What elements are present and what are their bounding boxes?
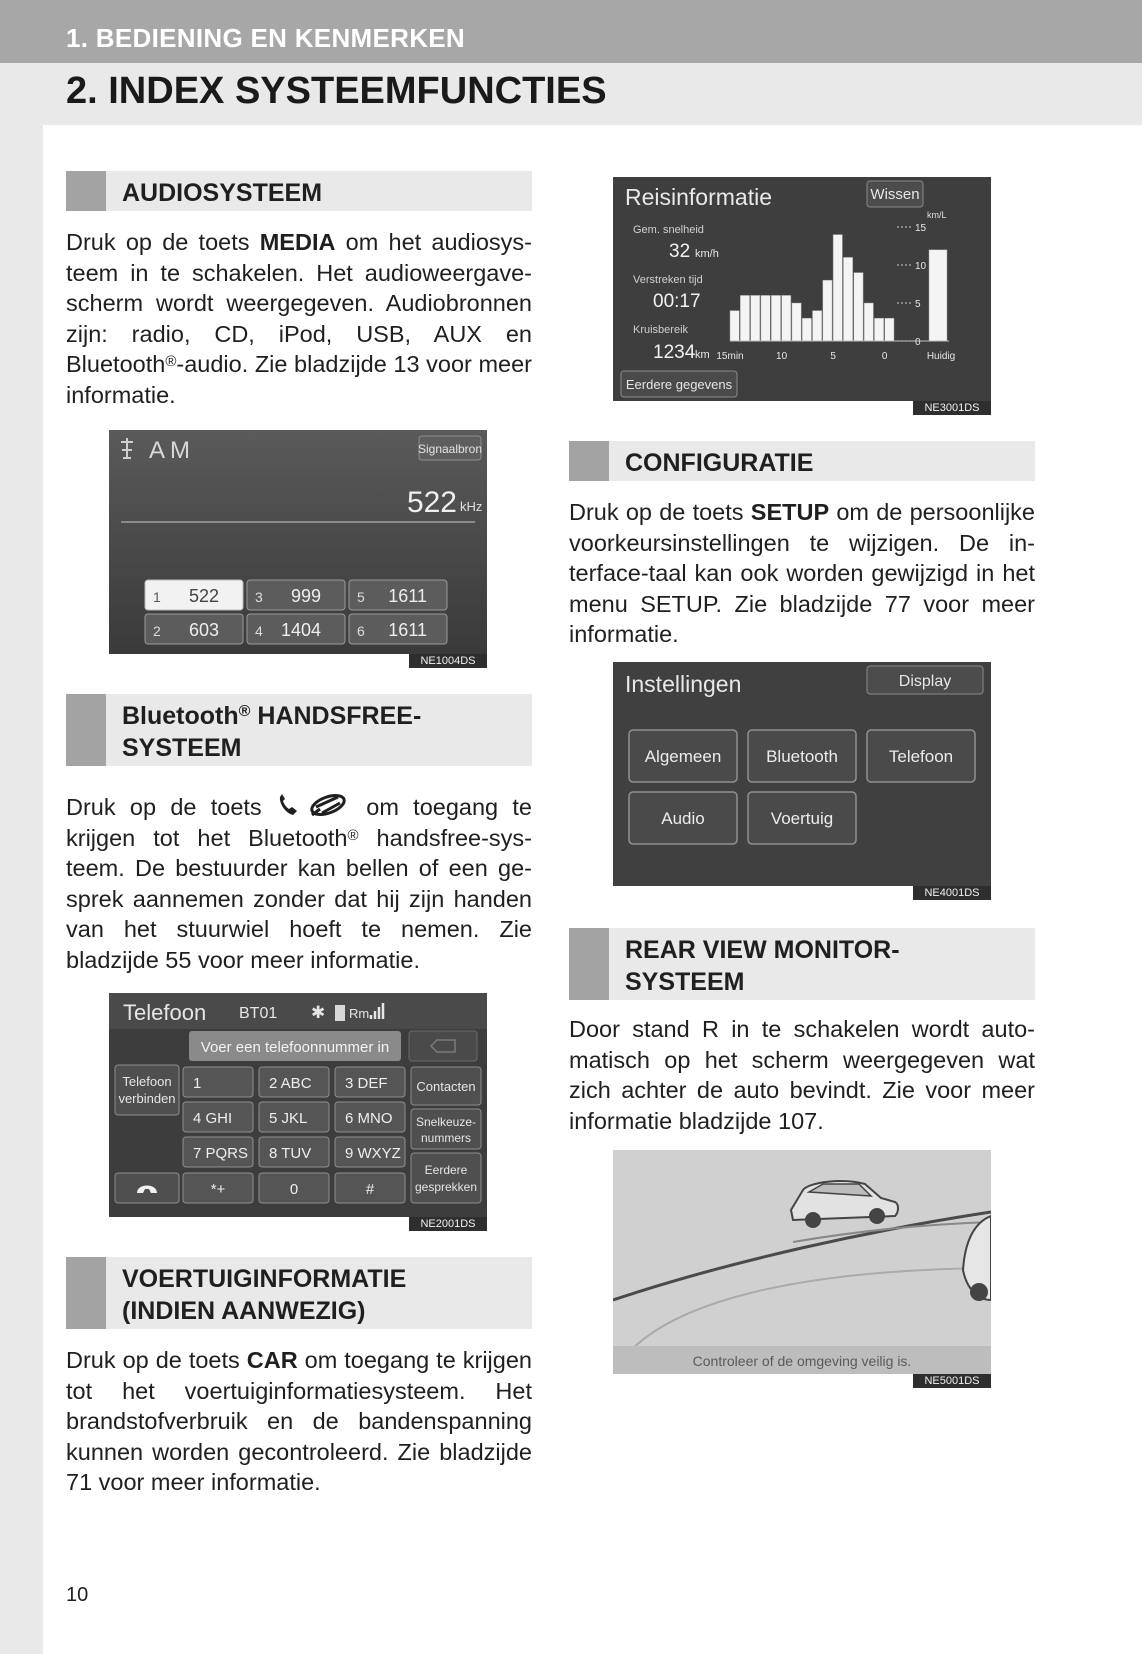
trip-info-screen xyxy=(613,177,991,401)
svg-text:Telefoon: Telefoon xyxy=(122,1074,172,1089)
connect-phone-button[interactable] xyxy=(115,1065,179,1115)
svg-text:#: # xyxy=(365,1181,375,1198)
svg-text:Algemeen: Algemeen xyxy=(644,747,722,766)
svg-text:9 WXYZ: 9 WXYZ xyxy=(345,1145,401,1162)
screen-title: Reisinformatie xyxy=(625,184,772,210)
x-tick-label: 10 xyxy=(776,351,788,362)
section-heading-vehicle xyxy=(66,1257,532,1329)
device-name: BT01 xyxy=(239,1005,278,1022)
svg-text:Voertuig: Voertuig xyxy=(770,809,834,828)
bluetooth-paragraph: Druk op de toets om toegang te krijgen tot het Bluetooth® handsfree-systeem. De bestuurder kan bellen of een gesprek aannemen zonder dat hij zijn handen van het stuurwiel hoeft te nemen. Zie bladzijde 55 voor meer informatie. xyxy=(66,791,532,976)
elapsed-time-value: 00:17 xyxy=(653,291,701,312)
x-tick-label: 0 xyxy=(881,351,888,362)
svg-text:Contacten: Contacten xyxy=(416,1079,476,1094)
settings-screen xyxy=(613,662,991,886)
image-code: NE5001DS xyxy=(913,1374,991,1388)
chart-bar xyxy=(874,318,883,341)
page-title: 2. INDEX SYSTEEMFUNCTIES xyxy=(66,70,607,112)
range-value: 1234 xyxy=(653,342,696,363)
margin-strip xyxy=(0,125,43,1654)
chart-bar xyxy=(813,311,822,341)
chart-bar xyxy=(843,257,852,341)
chart-bar xyxy=(885,318,894,341)
section-heading-audio xyxy=(66,171,532,211)
heading-marker xyxy=(66,171,106,211)
chart-bar xyxy=(740,295,749,341)
heading-text: AUDIOSYSTEEM xyxy=(122,179,323,207)
phone-key-icon xyxy=(276,791,352,817)
recent-calls-button[interactable] xyxy=(411,1153,481,1203)
svg-text:nummers: nummers xyxy=(420,1131,472,1145)
image-code: NE2001DS xyxy=(409,1217,487,1231)
config-paragraph: Druk op de toets SETUP om de persoonlijke voorkeursinstellingen te wijzigen. De interface-taal kan ook worden gewijzigd in het menu SETUP. Zie bladzijde 77 voor meer informatie. xyxy=(569,499,1035,648)
svg-text:Eerdere gegevens: Eerdere gegevens xyxy=(625,377,733,392)
svg-text:522: 522 xyxy=(188,586,219,606)
svg-text:999: 999 xyxy=(290,586,321,606)
svg-text:km/h: km/h xyxy=(695,248,719,260)
svg-text:gesprekken: gesprekken xyxy=(414,1180,478,1194)
y-axis-unit: km/L xyxy=(927,210,947,220)
chart-bar xyxy=(782,295,791,341)
chart-bar xyxy=(751,295,760,341)
svg-text:Audio: Audio xyxy=(661,809,705,828)
heading-text: CONFIGURATIE xyxy=(625,449,814,477)
svg-text:603: 603 xyxy=(188,620,219,640)
heading-marker xyxy=(66,1257,106,1329)
chart-bar xyxy=(864,303,873,341)
svg-text:2: 2 xyxy=(153,623,161,639)
svg-text:4: 4 xyxy=(255,623,263,639)
svg-text:1404: 1404 xyxy=(280,620,321,640)
range-label: Kruisbereik xyxy=(633,324,689,336)
section-heading-rear-view xyxy=(569,928,1035,1000)
heading-text: Bluetooth® HANDSFREE- SYSTEEM xyxy=(122,702,422,762)
band-label: AM xyxy=(149,437,195,464)
vehicle-paragraph: Druk op de toets CAR om toegang te krijgen tot het voertuiginformatiesysteem. Het brandstofverbruik en de bandenspanning kunnen worden gecontroleerd. Zie bladzijde 71 voor meer informatie. xyxy=(66,1347,532,1496)
delete-button[interactable] xyxy=(409,1031,477,1061)
chart-bar xyxy=(802,318,811,341)
svg-text:1611: 1611 xyxy=(388,620,427,640)
phone-screen xyxy=(109,993,487,1217)
heading-text: VOERTUIGINFORMATIE (INDIEN AANWEZIG) xyxy=(122,1265,407,1325)
svg-text:1: 1 xyxy=(193,1075,202,1092)
section-heading-bluetooth xyxy=(66,694,532,766)
chart-bar xyxy=(771,295,780,341)
bluetooth-icon: ✱ xyxy=(311,1003,326,1022)
svg-text:Bluetooth: Bluetooth xyxy=(766,747,838,766)
number-field-placeholder: Voer een telefoonnummer in xyxy=(200,1039,390,1056)
avg-speed-value: 32 xyxy=(669,241,691,262)
source-button-label: Signaalbron xyxy=(417,442,483,456)
svg-text:verbinden: verbinden xyxy=(118,1091,176,1106)
section-heading-config xyxy=(569,441,1035,481)
svg-text:5: 5 xyxy=(357,589,365,605)
svg-text:4 GHI: 4 GHI xyxy=(193,1110,233,1127)
roaming-indicator: Rm xyxy=(349,1006,370,1021)
svg-text:8 TUV: 8 TUV xyxy=(269,1145,312,1162)
svg-text:*+: *+ xyxy=(210,1181,226,1198)
svg-text:3 DEF: 3 DEF xyxy=(345,1075,388,1092)
image-code: NE3001DS xyxy=(913,401,991,415)
audio-screen xyxy=(109,430,487,654)
svg-text:1: 1 xyxy=(153,589,161,605)
elapsed-time-label: Verstreken tijd xyxy=(633,274,703,286)
frequency-unit: kHz xyxy=(460,499,483,514)
camera-caption: Controleer of de omgeving veilig is. xyxy=(692,1353,912,1369)
svg-text:km: km xyxy=(695,349,710,361)
frequency-readout: 522 xyxy=(406,486,457,519)
svg-text:6: 6 xyxy=(357,623,365,639)
chart-bar-current xyxy=(929,250,947,341)
chart-bar xyxy=(792,303,801,341)
chart-bar xyxy=(833,235,842,341)
svg-text:0: 0 xyxy=(289,1181,299,1198)
svg-text:7 PQRS: 7 PQRS xyxy=(193,1145,249,1162)
svg-text:5 JKL: 5 JKL xyxy=(269,1110,308,1127)
page-number: 10 xyxy=(66,1584,89,1606)
x-tick-label: 15min xyxy=(716,351,744,362)
screen-title: Instellingen xyxy=(625,671,742,697)
svg-text:Display: Display xyxy=(898,673,952,690)
y-tick-label: 10 xyxy=(915,261,927,272)
svg-text:Wissen: Wissen xyxy=(870,186,920,203)
svg-text:Snelkeuze-: Snelkeuze- xyxy=(415,1115,477,1129)
image-code: NE4001DS xyxy=(913,886,991,900)
setup-key: SETUP xyxy=(750,499,830,525)
y-tick-label: 15 xyxy=(915,223,927,234)
heading-marker xyxy=(66,694,106,766)
svg-text:3: 3 xyxy=(255,589,263,605)
battery-icon xyxy=(335,1005,345,1021)
avg-speed-label: Gem. snelheid xyxy=(633,224,704,236)
svg-text:1611: 1611 xyxy=(388,586,427,606)
svg-text:Eerdere: Eerdere xyxy=(424,1163,468,1177)
image-code: NE1004DS xyxy=(409,654,487,668)
audio-paragraph: Druk op de toets MEDIA om het audiosysteem in te schakelen. Het audioweergavescherm wordt weergegeven. Audiobronnen zijn: radio, CD, iPod, USB, AUX en Bluetooth®-audio. Zie bladzijde 13 voor meer informatie. xyxy=(66,229,532,408)
heading-text: REAR VIEW MONITOR- SYSTEEM xyxy=(625,936,900,996)
chart-bar xyxy=(761,295,770,341)
chart-bar xyxy=(730,311,739,341)
screen-title: Telefoon xyxy=(123,1000,207,1025)
svg-text:Telefoon: Telefoon xyxy=(888,747,954,766)
rear-view-paragraph: Door stand R in te schakelen wordt automatisch op het scherm weergegeven wat zich achter de auto bevindt. Zie voor meer informatie bladzijde 107. xyxy=(569,1016,1035,1134)
rear-camera-screen xyxy=(613,1150,991,1374)
svg-text:2 ABC: 2 ABC xyxy=(269,1075,312,1092)
svg-text:6 MNO: 6 MNO xyxy=(345,1110,393,1127)
media-key: MEDIA xyxy=(259,229,336,255)
car-key: CAR xyxy=(246,1347,298,1373)
current-label: Huidig xyxy=(926,351,956,362)
heading-marker xyxy=(569,441,609,481)
x-tick-label: 5 xyxy=(830,351,836,362)
chart-bar xyxy=(823,280,832,341)
heading-marker xyxy=(569,928,609,1000)
y-tick-label: 5 xyxy=(915,299,921,310)
chapter-title: 1. BEDIENING EN KENMERKEN xyxy=(66,23,465,53)
y-tick-label: 0 xyxy=(915,337,921,348)
chart-bar xyxy=(854,273,863,341)
